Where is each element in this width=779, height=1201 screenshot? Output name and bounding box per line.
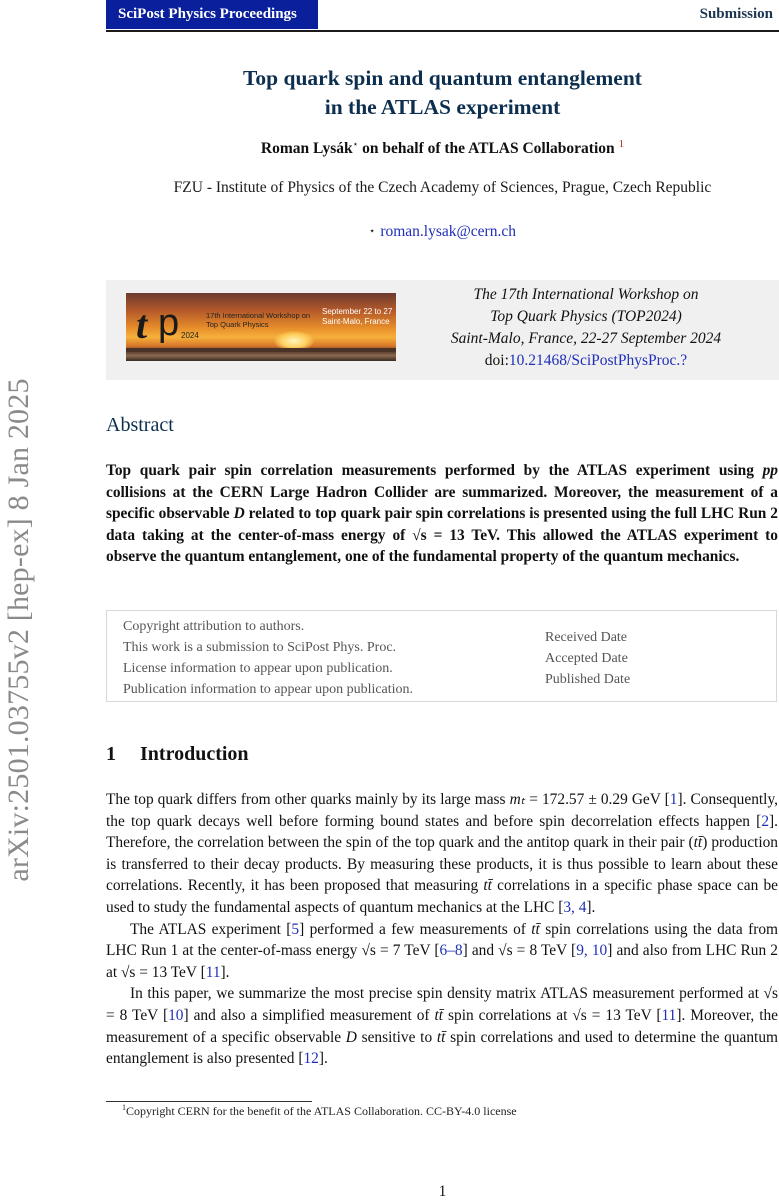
banner-workshop-text <box>206 311 310 329</box>
page-header <box>106 0 779 32</box>
citation-link[interactable]: 2 <box>761 812 770 830</box>
workshop-info <box>406 284 766 372</box>
author-line <box>106 138 779 158</box>
abstract-heading: Abstract <box>106 414 174 436</box>
affiliation: FZU - Institute of Physics of the Czech Academy of Sciences, Prague, Czech Republic <box>173 179 712 196</box>
title-line-2: in the ATLAS experiment <box>324 95 561 119</box>
footnote-text: Copyright CERN for the benefit of the ATLAS Collaboration. CC-BY-4.0 license <box>126 1104 517 1118</box>
abstract-pp: pp <box>762 462 778 479</box>
abstract-seg-1: Top quark pair spin correlation measurements performed by the ATLAS experiment using <box>106 462 763 479</box>
logo-p: p <box>158 302 180 344</box>
section-title: Introduction <box>140 743 249 765</box>
abstract-seg-2: collisions at the CERN Large Hadron Collider are summarized. Moreover, the measurement of a specific observable <box>106 483 778 523</box>
skyline <box>126 348 396 352</box>
email-link[interactable]: roman.lysak@cern.ch <box>380 223 516 240</box>
citation-link[interactable]: 9, 10 <box>576 942 608 960</box>
published-date: Published Date <box>545 672 631 687</box>
footnote-ref-1[interactable]: 1 <box>618 138 625 150</box>
citation-link[interactable]: 12 <box>303 1050 319 1068</box>
paragraph-3: In this paper, we summarize the most precise spin density matrix ATLAS measurement performed at √s = 8 TeV [10] and also a simplified measurement of tt̄ spin correlations at √s = 13 TeV [11]. Moreover, the measurement of a specific observable D sensitive to tt̄ spin correlations and used to determine the quantum entanglement is also presented [12]. <box>106 985 778 1068</box>
paper-title <box>106 64 779 122</box>
paragraph-2: The ATLAS experiment [5] performed a few measurements of tt̄ spin correlations using the data from LHC Run 1 at the center-of-mass energy √s = 7 TeV [6–8] and √s = 8 TeV [9, 10] and also from LHC Run 2 at √s = 13 TeV [11]. <box>106 920 779 981</box>
abstract-text <box>106 460 778 568</box>
citation-link[interactable]: 1 <box>669 791 678 808</box>
accepted-date: Accepted Date <box>545 651 628 666</box>
footnote <box>122 1103 517 1119</box>
abstract-seg-3: related to top quark pair spin correlations is presented using the full LHC Run 2 data taking at the center-of-mass energy of √s = 13 TeV. This allowed the ATLAS experiment to observe the quantum entanglement, one of the fundamental property of the quantum mechanics. <box>106 505 778 566</box>
citation-link[interactable]: 6–8 <box>439 942 463 960</box>
introduction-body <box>106 789 778 1070</box>
copyright-line-3: License information to appear upon publication. <box>123 661 393 676</box>
journal-badge: SciPost Physics Proceedings <box>106 0 318 29</box>
banner-line-1: 17th International Workshop on <box>206 311 311 320</box>
page-number: 1 <box>438 1183 447 1200</box>
citation-link[interactable]: 3, 4 <box>563 898 587 916</box>
copyright-line-1: Copyright attribution to authors. <box>123 619 305 634</box>
workshop-line-1: The 17th International Workshop on <box>473 286 699 303</box>
section-number: 1 <box>106 743 116 765</box>
copyright-line-2: This work is a submission to SciPost Phys. Proc. <box>123 640 397 655</box>
logo-t: t <box>136 302 148 347</box>
citation-link[interactable]: 10 <box>168 1006 184 1024</box>
citation-link[interactable]: 11 <box>205 963 221 981</box>
doi-line <box>406 350 766 372</box>
arxiv-stamp: arXiv:2501.03755v2 [hep-ex] 8 Jan 2025 <box>2 378 35 882</box>
logo-year: 2024 <box>181 331 199 340</box>
email-line <box>106 223 779 241</box>
workshop-box <box>106 280 779 380</box>
received-date: Received Date <box>545 630 628 645</box>
banner-line-2: Top Quark Physics <box>206 320 269 329</box>
abstract-D: D <box>233 505 245 523</box>
author-star-mark: ⋆ <box>352 138 359 149</box>
paragraph-1: The top quark differs from other quarks mainly by its large mass mₜ = 172.57 ± 0.29 GeV [1]. Consequently, the top quark decays well before forming bound states and before spin decorrelation effects happen [2]. Therefore, the correlation between the spin of the top quark and the antitop quark in their pair (tt̄) production is transferred to their decay products. By measuring these products, it is thus possible to learn about these correlations. Recently, it has been proposed that measuring tt̄ correlations in a specific phase space can be used to study the fundamental aspects of quantum mechanics at the LHC [3, 4]. <box>106 791 778 916</box>
title-line-1: Top quark spin and quantum entanglement <box>243 66 642 90</box>
banner-date-line-1: September 22 to 27 <box>322 307 393 316</box>
citation-link[interactable]: 11 <box>661 1006 677 1024</box>
author-name: Roman Lysák <box>260 140 353 157</box>
banner-date-text <box>322 307 392 327</box>
copyright-info <box>123 616 413 700</box>
workshop-line-2: Top Quark Physics (TOP2024) <box>490 308 682 325</box>
copyright-box <box>106 610 777 702</box>
star-icon: ⋆ <box>369 226 376 237</box>
footnote-divider <box>106 1101 312 1102</box>
copyright-line-4: Publication information to appear upon publication. <box>123 682 414 697</box>
footnote-mark: 1 <box>122 1103 126 1112</box>
doi-link[interactable]: 10.21468/SciPostPhysProc.? <box>508 352 688 369</box>
workshop-banner-image <box>126 293 396 361</box>
doi-prefix: doi: <box>484 352 509 369</box>
dates-info <box>545 627 630 690</box>
submission-label: Submission <box>699 6 773 22</box>
workshop-line-3: Saint-Malo, France, 22-27 September 2024 <box>450 330 722 347</box>
section-heading-introduction <box>106 743 249 766</box>
banner-date-line-2: Saint-Malo, France <box>322 317 390 326</box>
author-collab: on behalf of the ATLAS Collaboration <box>358 140 615 157</box>
citation-link[interactable]: 5 <box>291 920 300 938</box>
